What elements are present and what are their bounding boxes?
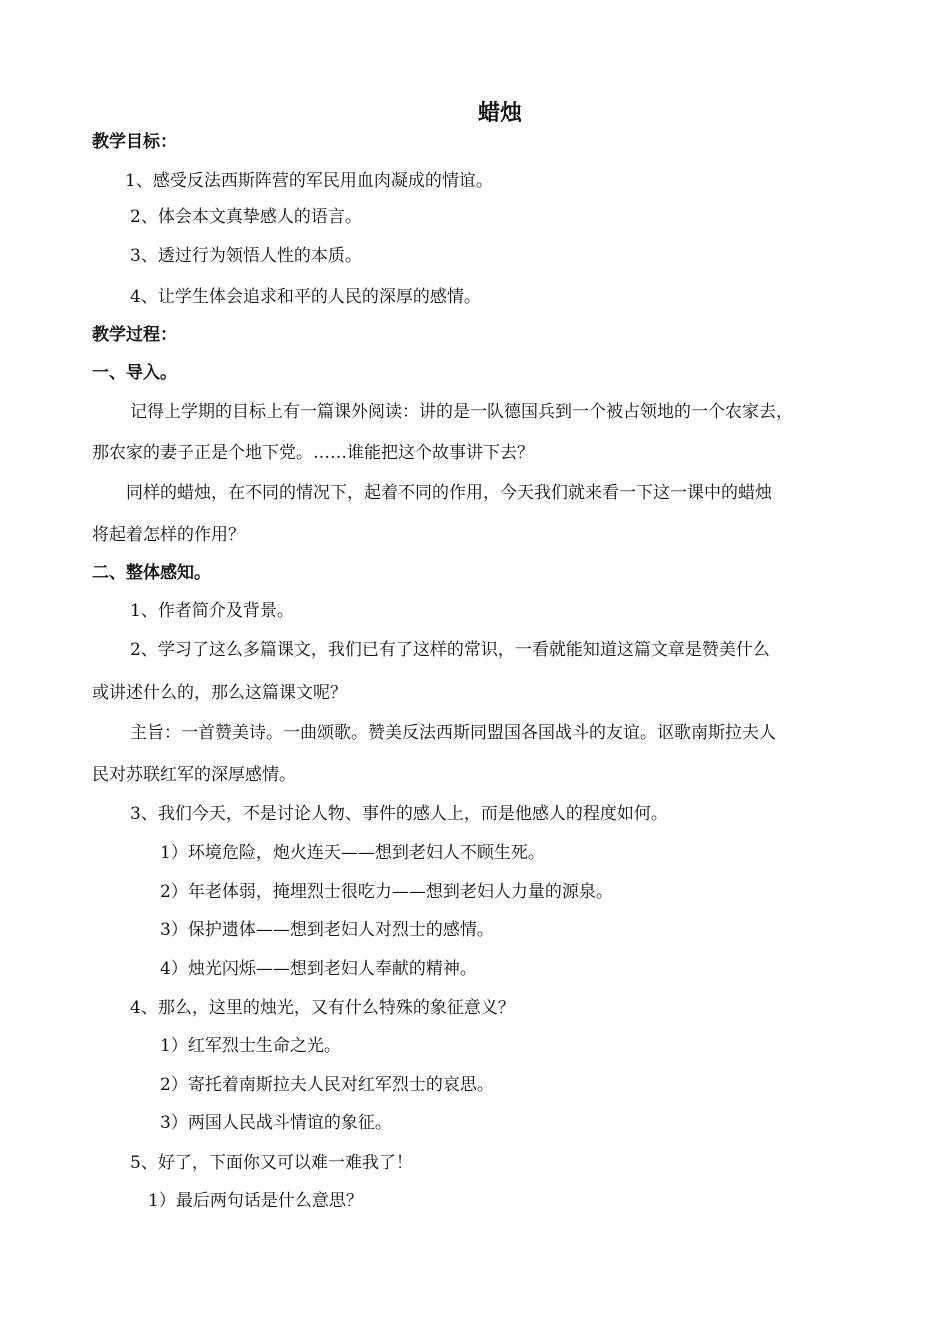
overall-item: 1、作者简介及背景。 [130,601,294,621]
document-title: 蜡烛 [477,101,522,126]
sub-item: 1）红军烈士生命之光。 [160,1036,341,1056]
theme-line: 民对苏联红军的深厚感情。 [92,765,296,785]
sub-item: 3）两国人民战斗情谊的象征。 [160,1113,392,1133]
sub-item: 2）寄托着南斯拉夫人民对红军烈士的哀思。 [160,1075,494,1095]
intro-heading: 一、导入。 [92,363,177,383]
goal-item: 2、体会本文真挚感人的语言。 [130,207,362,227]
overall-item: 3、我们今天，不是讨论人物、事件的感人上，而是他感人的程度如何。 [130,804,668,824]
sub-item: 2）年老体弱，掩埋烈士很吃力——想到老妇人力量的源泉。 [160,882,613,902]
intro-paragraph-line: 那农家的妻子正是个地下党。……谁能把这个故事讲下去？ [92,443,534,463]
intro-paragraph-line: 同样的蜡烛，在不同的情况下，起着不同的作用，今天我们就来看一下这一课中的蜡烛 [126,483,772,503]
process-heading: 教学过程： [92,325,177,345]
goals-heading: 教学目标： [92,132,177,152]
overall-item: 5、好了，下面你又可以难一难我了！ [130,1153,413,1173]
theme-line: 主旨：一首赞美诗。一曲颂歌。赞美反法西斯同盟国各国战斗的友谊。讴歌南斯拉夫人 [130,723,776,743]
sub-item: 1）最后两句话是什么意思？ [148,1191,363,1211]
overall-item: 2、学习了这么多篇课文，我们已有了这样的常识，一看就能知道这篇文章是赞美什么 [130,640,770,660]
overall-heading: 二、整体感知。 [92,563,211,583]
goal-item: 1、感受反法西斯阵营的军民用血肉凝成的情谊。 [125,171,493,191]
sub-item: 1）环境危险，炮火连天——想到老妇人不顾生死。 [160,843,545,863]
intro-paragraph-line: 记得上学期的目标上有一篇课外阅读：讲的是一队德国兵到一个被占领地的一个农家去， [130,402,793,422]
overall-item: 或讲述什么的，那么这篇课文呢？ [92,683,347,703]
sub-item: 3）保护遗体——想到老妇人对烈士的感情。 [160,920,494,940]
goal-item: 3、透过行为领悟人性的本质。 [130,246,362,266]
overall-item: 4、那么，这里的烛光，又有什么特殊的象征意义？ [130,998,515,1018]
goal-item: 4、让学生体会追求和平的人民的深厚的感情。 [130,287,481,307]
intro-paragraph-line: 将起着怎样的作用？ [92,525,245,545]
sub-item: 4）烛光闪烁——想到老妇人奉献的精神。 [160,959,477,979]
